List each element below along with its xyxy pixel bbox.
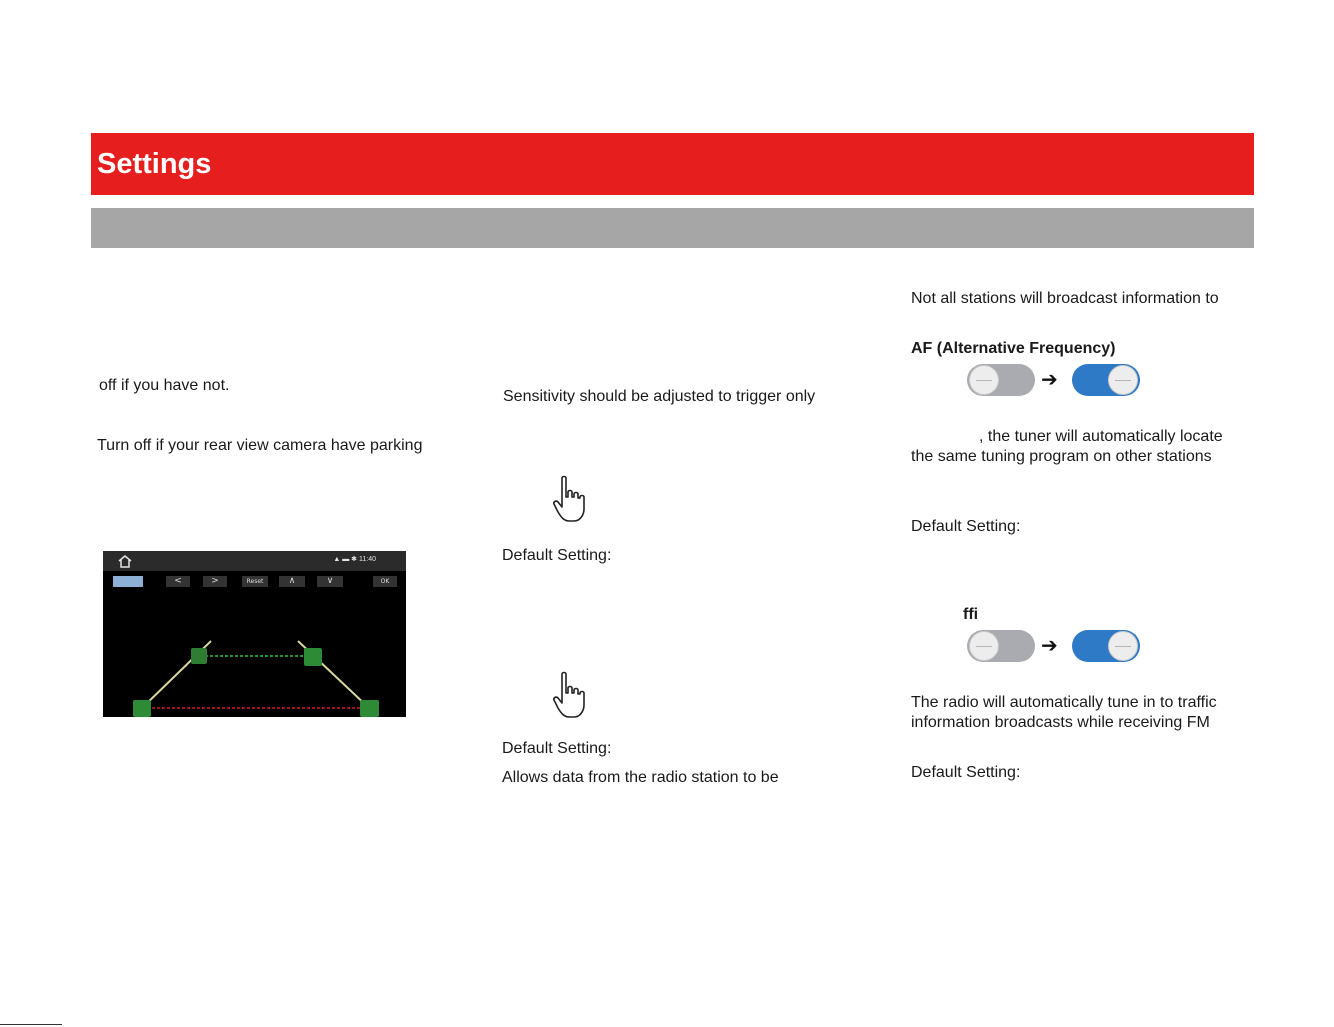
page-title: Settings [97, 147, 212, 180]
ta-heading: ffi [963, 606, 979, 623]
default-setting-label: Default Setting: [911, 764, 1021, 781]
af-toggle-off[interactable] [967, 364, 1035, 396]
footer-rule [0, 1024, 62, 1025]
status-readout: ▲ ▬ ✱ 11:40 [333, 556, 376, 563]
up-button[interactable]: ∧ [279, 576, 305, 587]
stations-info-text: Not all stations will broadcast information to [911, 290, 1219, 307]
left-button[interactable]: < [166, 576, 190, 587]
toggle-knob [969, 365, 999, 395]
col1-text-2: Turn off if your rear view camera have parking [97, 437, 423, 454]
guide-handle [360, 700, 379, 717]
radio-data-text: Allows data from the radio station to be [502, 769, 779, 786]
guide-handle [304, 648, 322, 666]
toggle-knob [1108, 365, 1138, 395]
sensitivity-text: Sensitivity should be adjusted to trigger only [503, 388, 816, 405]
af-toggle-on[interactable] [1072, 364, 1140, 396]
guide-handle [133, 700, 151, 717]
parking-guide-lines [103, 551, 406, 717]
ta-description-1: The radio will automatically tune in to traffic [911, 694, 1217, 711]
guide-handle [191, 648, 207, 664]
default-setting-label: Default Setting: [502, 740, 612, 757]
reset-button[interactable]: Reset [242, 576, 268, 587]
af-heading: AF (Alternative Frequency) [911, 340, 1116, 357]
default-setting-label: Default Setting: [911, 518, 1021, 535]
af-description-1: , the tuner will automatically locate [979, 428, 1223, 445]
af-description-2: the same tuning program on other stations [911, 448, 1212, 465]
ta-toggle-on[interactable] [1072, 630, 1140, 662]
subheader-bar [91, 208, 1254, 248]
toggle-knob [1108, 631, 1138, 661]
right-button[interactable]: > [203, 576, 227, 587]
default-setting-label: Default Setting: [502, 547, 612, 564]
ta-toggle-off[interactable] [967, 630, 1035, 662]
ok-button[interactable]: OK [373, 576, 397, 587]
ta-description-2: information broadcasts while receiving FM [911, 714, 1210, 731]
pointing-hand-icon [552, 475, 590, 523]
arrow-right-icon: ➔ [1041, 367, 1058, 391]
camera-preview [103, 551, 406, 717]
toggle-knob [969, 631, 999, 661]
arrow-right-icon: ➔ [1041, 633, 1058, 657]
down-button[interactable]: ∨ [317, 576, 343, 587]
pointing-hand-icon [552, 671, 590, 719]
section-title-bar [91, 133, 1254, 195]
col1-text-1: off if you have not. [99, 377, 230, 394]
